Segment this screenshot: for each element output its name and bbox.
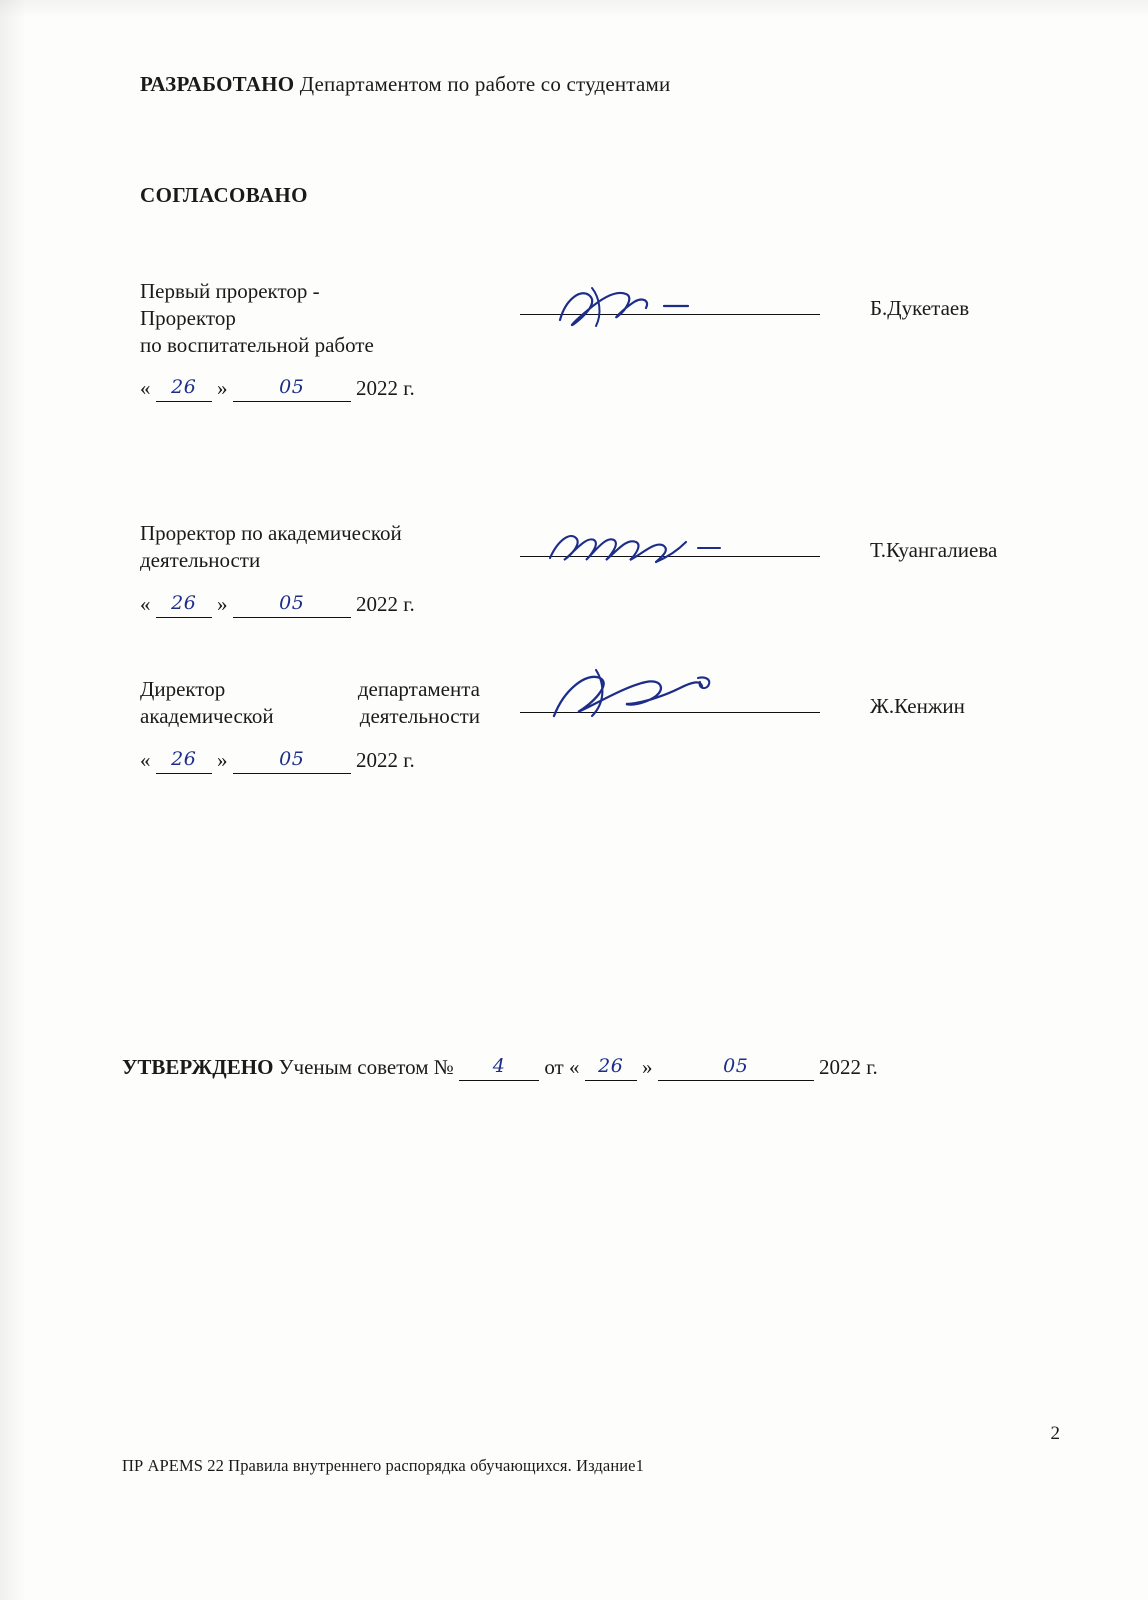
date-month-blank-1 <box>233 376 351 402</box>
signatory-name-3: Ж.Кенжин <box>870 694 965 718</box>
developed-by-line <box>140 72 670 97</box>
signatory-title-3-line2: академической деятельности <box>140 704 480 728</box>
date-quote-close-1: » <box>217 376 228 400</box>
agreed-heading: СОГЛАСОВАНО <box>140 183 308 207</box>
signatory-title-1-line2: Проректор <box>140 306 236 330</box>
approved-from-text: от <box>544 1055 564 1079</box>
approved-label: УТВЕРЖДЕНО <box>122 1055 274 1079</box>
approved-day-blank <box>585 1055 637 1081</box>
handwritten-signature-2 <box>530 520 820 580</box>
signatory-name-2: Т.Куангалиева <box>870 538 998 562</box>
signatory-title-2-line2: деятельности <box>140 548 261 572</box>
page-number: 2 <box>1050 1423 1060 1444</box>
approved-year: 2022 г. <box>818 1055 878 1079</box>
date-day-blank-2 <box>156 592 212 618</box>
signature-block-2 <box>140 520 1070 650</box>
date-day-1: 26 <box>171 376 197 398</box>
date-year-2: 2022 г. <box>356 592 415 616</box>
approved-number-blank <box>459 1055 539 1081</box>
date-year-3: 2022 г. <box>356 748 415 772</box>
signatory-title-2 <box>140 520 480 574</box>
date-day-2: 26 <box>171 592 197 614</box>
approved-day: 26 <box>598 1055 624 1077</box>
date-day-3: 26 <box>171 748 197 770</box>
date-quote-close-3: » <box>217 748 228 772</box>
date-month-3: 05 <box>279 748 305 770</box>
date-year-1: 2022 г. <box>356 376 415 400</box>
date-month-1: 05 <box>279 376 305 398</box>
signature-block-1 <box>140 278 1070 418</box>
signature-date-2 <box>140 592 415 618</box>
date-quote-open-3: « <box>140 748 151 772</box>
signatory-title-3 <box>140 676 480 730</box>
signature-date-3 <box>140 748 415 774</box>
approved-number: 4 <box>492 1055 506 1077</box>
developed-by-label: РАЗРАБОТАНО <box>140 72 295 96</box>
footer-note: ПР АРЕМS 22 Правила внутреннего распорядка обучающихся. Издание1 <box>122 1456 644 1475</box>
approved-quote-close: » <box>641 1055 653 1079</box>
date-quote-open-2: « <box>140 592 151 616</box>
signature-block-3 <box>140 676 1070 806</box>
signatory-title-1-line1: Первый проректор - <box>140 279 320 303</box>
signatory-name-1: Б.Дукетаев <box>870 296 970 320</box>
date-month-blank-2 <box>233 592 351 618</box>
approved-line <box>122 1055 878 1081</box>
date-quote-open-1: « <box>140 376 151 400</box>
signatory-title-1-line3: по воспитательной работе <box>140 333 374 357</box>
signatory-title-2-line1: Проректор по академической <box>140 521 402 545</box>
signatory-title-3-line1: Директор департамента <box>140 677 480 701</box>
signature-date-1 <box>140 376 415 402</box>
approved-month-blank <box>658 1055 814 1081</box>
date-day-blank-1 <box>156 376 212 402</box>
scan-edge-left <box>0 0 26 1600</box>
approved-quote-open: « <box>568 1055 580 1079</box>
signatory-title-1 <box>140 278 480 359</box>
date-quote-close-2: » <box>217 592 228 616</box>
approved-council-text: Ученым советом № <box>278 1055 454 1079</box>
developed-by-text: Департаментом по работе со студентами <box>299 72 671 96</box>
date-month-2: 05 <box>279 592 305 614</box>
handwritten-signature-1 <box>530 280 820 340</box>
scan-edge-top <box>0 0 1148 18</box>
approved-month: 05 <box>723 1055 749 1077</box>
handwritten-signature-3 <box>530 664 820 724</box>
date-day-blank-3 <box>156 748 212 774</box>
date-month-blank-3 <box>233 748 351 774</box>
